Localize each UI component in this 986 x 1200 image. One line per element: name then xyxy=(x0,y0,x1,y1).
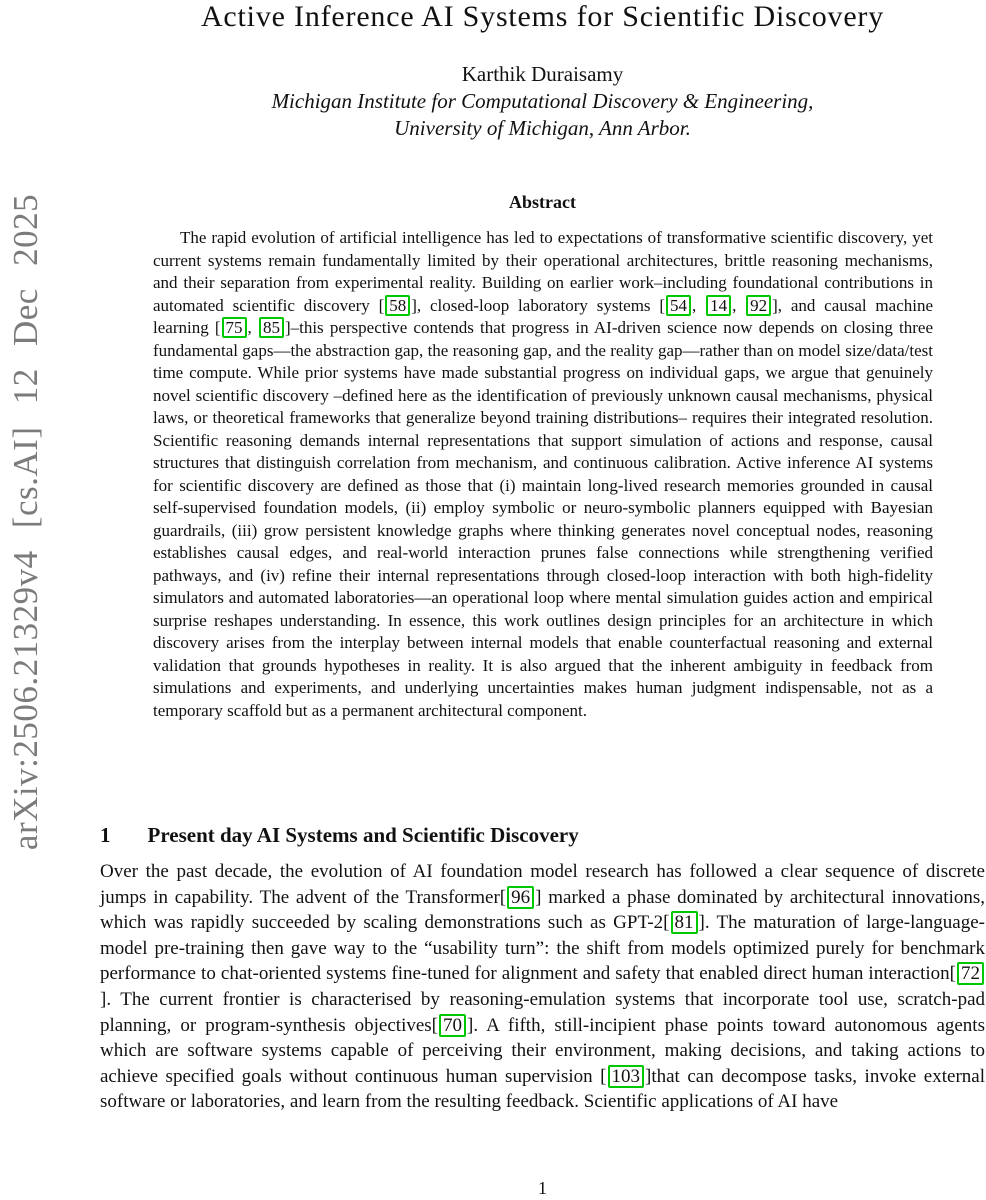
citation-link[interactable]: 14 xyxy=(706,295,731,316)
abstract-heading: Abstract xyxy=(509,192,576,212)
affiliation-line-1: Michigan Institute for Computational Discovery & Engineering, xyxy=(271,89,814,113)
citation-link[interactable]: 81 xyxy=(671,911,698,934)
citation-link[interactable]: 96 xyxy=(507,886,534,909)
citation-link[interactable]: 72 xyxy=(957,962,984,985)
citation-link[interactable]: 85 xyxy=(259,317,284,338)
citation-link[interactable]: 54 xyxy=(666,295,691,316)
author-name: Karthik Duraisamy xyxy=(461,62,624,86)
section-paragraph: Over the past decade, the evolution of AI foundation model research has followed a clear sequence of discrete jumps in capability. The advent of the Transformer[ 96 ] marked a phase dominated by architectural innovations, which was rapidly succeeded by scaling demonstrations such as GPT-2[ 81 ]. The maturation of large-language-model pre-training then gave way to the “usability turn”: the shift from models optimized purely for benchmark performance to chat-oriented systems fine-tuned for alignment and safety that enabled direct human interaction[ 72]. The current frontier is characterised by reasoning-emulation systems that incorporate tool use, scratch-pad planning, or program-synthesis objectives[ 70 ]. A fifth, still-incipient phase points toward autonomous agents which are software systems capable of perceiving their environment, making decisions, and taking actions to achieve specified goals without continuous human supervision [ 103 ]that can decompose tasks, invoke external software or laboratories, and learn from the resulting feedback. Scientific applications of AI have xyxy=(100,861,986,1113)
citation-link[interactable]: 58 xyxy=(385,295,410,316)
paper-title: Active Inference AI Systems for Scientific Discovery xyxy=(200,0,885,33)
citation-link[interactable]: 70 xyxy=(439,1014,466,1037)
page-number: 1 xyxy=(538,1178,547,1198)
section-title: Present day AI Systems and Scientific Discovery xyxy=(147,823,579,847)
citation-link[interactable]: 92 xyxy=(746,295,771,316)
paper-content xyxy=(100,0,985,1200)
arxiv-watermark: arXiv:2506.21329v4 [cs.AI] 12 Dec 2025 xyxy=(6,193,45,851)
section-heading xyxy=(100,823,985,848)
affiliation-line-2: University of Michigan, Ann Arbor. xyxy=(394,116,691,140)
abstract-text: The rapid evolution of artificial intelligence has led to expectations of transformative scientific discovery, yet current systems remain fundamentally limited by their operational architectures, brittle reasoning mechanisms, and their separation from experimental reality. Building on earlier work–including foundational contributions in automated scientific discovery [ 58 ], closed-loop laboratory systems [ 54 , 14 , 92 ], and causal machine learning [ 75 , 85 ]–this perspective contends that progress in AI-driven science now depends on closing three fundamental gaps—the abstraction gap, the reasoning gap, and the reality gap—rather than on model size/data/test time compute. While prior systems have made substantial progress on individual gaps, we argue that genuinely novel scientific discovery –defined here as the identification of previously unknown causal mechanisms, physical laws, or theoretical frameworks that generalize beyond training distributions– requires their integrated resolution. Scientific reasoning demands internal representations that support simulation of actions and response, causal structures that distinguish correlation from mechanism, and continuous calibration. Active inference AI systems for scientific discovery are defined as those that (i) maintain long-lived research memories grounded in causal self-supervised foundation models, (ii) employ symbolic or neuro-symbolic planners equipped with Bayesian guardrails, (iii) grow persistent knowledge graphs where thinking generates novel conceptual nodes, reasoning establishes causal edges, and real-world interaction prunes false connections while strengthening verified pathways, and (iv) refine their internal representations through closed-loop interaction with both high-fidelity simulators and automated laboratories—an operational loop where mental simulation guides action and empirical surprise reshapes understanding. In essence, this work outlines design principles for an architecture in which discovery arises from the interplay between internal models that enable counterfactual reasoning and external validation that grounds hypotheses in reality. It is also argued that the inherent ambiguity in feedback from simulations and experiments, and underlying uncertainties makes human judgment indispensable, not as a temporary scaffold but as a permanent architectural component. xyxy=(153,228,934,720)
citation-link[interactable]: 103 xyxy=(608,1065,645,1088)
section-number: 1 xyxy=(100,823,111,847)
citation-link[interactable]: 75 xyxy=(222,317,247,338)
